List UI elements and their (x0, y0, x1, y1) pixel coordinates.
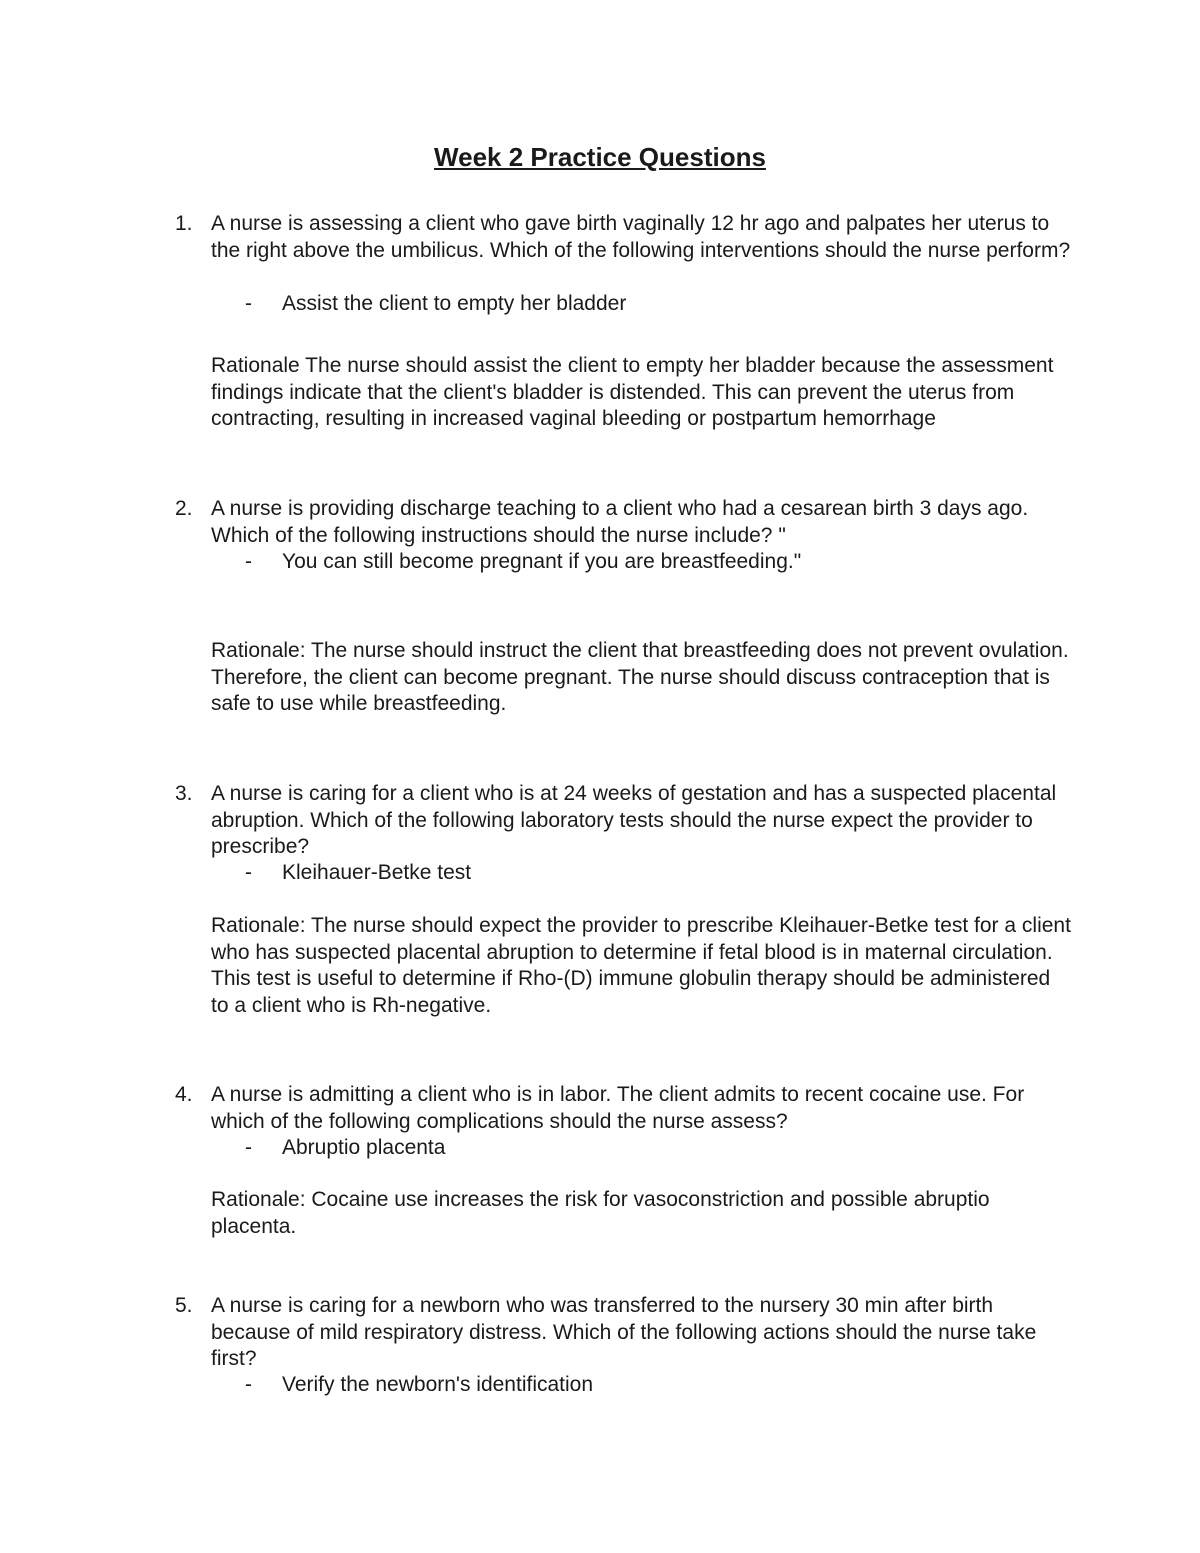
document-title: Week 2 Practice Questions (434, 142, 766, 172)
question-5-text: A nurse is caring for a newborn who was transferred to the nursery 30 min after birth because of mild respiratory distress. Which of the following actions should the nurse take first? (211, 1294, 1037, 1370)
question-3-text: A nurse is caring for a client who is at 24 weeks of gestation and has a suspected placental abruption. Which of the following laboratory tests should the nurse expect the provider to prescribe? (211, 782, 1057, 858)
question-5-answer: Verify the newborn's identification (282, 1373, 594, 1396)
question-5-answer-marker: - (245, 1373, 252, 1396)
question-4-answer-marker: - (245, 1136, 252, 1159)
question-2-text: A nurse is providing discharge teaching to a client who had a cesarean birth 3 days ago. Which of the following instructions should the nurse include? " (211, 497, 1029, 547)
question-4-answer: Abruptio placenta (282, 1136, 446, 1159)
question-2-number: 2. (175, 497, 193, 520)
question-1-number: 1. (175, 212, 193, 235)
question-5-number: 5. (175, 1294, 193, 1317)
question-3-answer-marker: - (245, 861, 252, 884)
question-2-answer-marker: - (245, 550, 252, 573)
question-4-rationale: Rationale: Cocaine use increases the risk for vasoconstriction and possible abruptio placenta. (211, 1188, 990, 1238)
question-1-answer: Assist the client to empty her bladder (282, 292, 627, 315)
question-1-rationale: Rationale The nurse should assist the client to empty her bladder because the assessment findings indicate that the client's bladder is distended. This can prevent the uterus from contracting, resulting in increased vaginal bleeding or postpartum hemorrhage (211, 354, 1054, 430)
question-2-rationale: Rationale: The nurse should instruct the client that breastfeeding does not prevent ovulation. Therefore, the client can become pregnant. The nurse should discuss contraception that is safe to use while breastfeeding. (211, 639, 1069, 715)
question-2-answer: You can still become pregnant if you are breastfeeding." (282, 550, 802, 573)
question-4-number: 4. (175, 1083, 193, 1106)
question-3-answer: Kleihauer-Betke test (282, 861, 472, 884)
question-4-text: A nurse is admitting a client who is in labor. The client admits to recent cocaine use. For which of the following complications should the nurse assess? (211, 1083, 1025, 1133)
question-1-answer-marker: - (245, 292, 252, 315)
question-3-rationale: Rationale: The nurse should expect the provider to prescribe Kleihauer-Betke test for a client who has suspected placental abruption to determine if fetal blood is in maternal circulation. This test is useful to determine if Rho-(D) immune globulin therapy should be administered to a client who is Rh-negative. (211, 914, 1071, 1017)
question-1-text: A nurse is assessing a client who gave birth vaginally 12 hr ago and palpates her uterus to the right above the umbilicus. Which of the following interventions should the nurse perform? (211, 212, 1071, 262)
question-3-number: 3. (175, 782, 193, 805)
